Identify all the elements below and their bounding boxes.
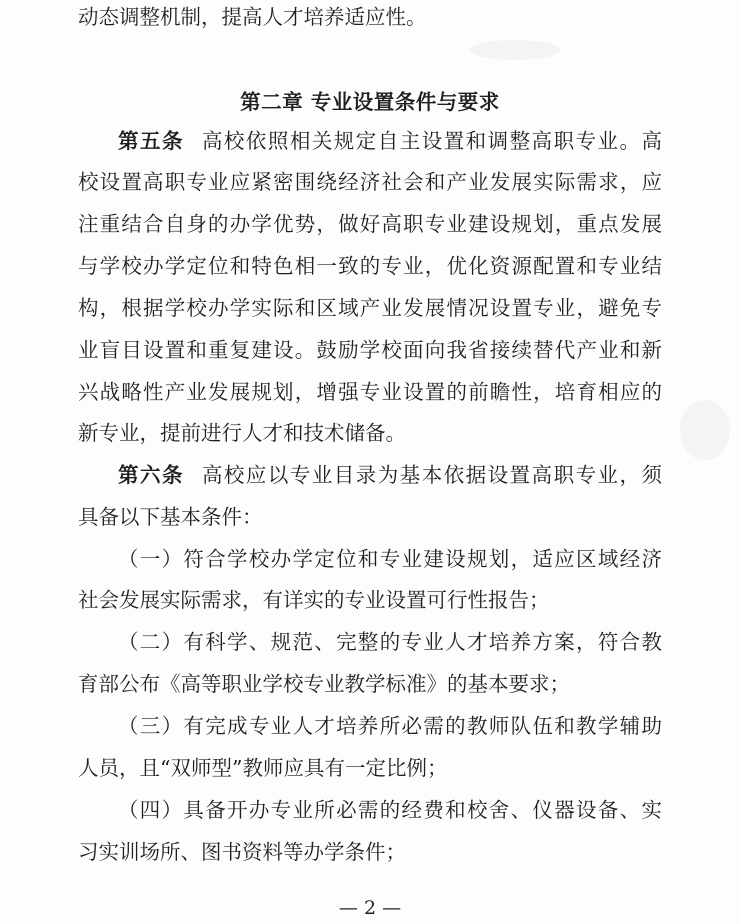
paragraph-line: 与学校办学定位和特色相一致的专业，优化资源配置和专业结 — [78, 254, 662, 278]
list-item-2-line-2: 育部公布《高等职业学校专业教学标准》的基本要求； — [78, 672, 570, 696]
paragraph-line: 构，根据学校办学实际和区域产业发展情况设置专业，避免专 — [78, 296, 662, 320]
paragraph-line: 兴战略性产业发展规划，增强专业设置的前瞻性，培育相应的 — [78, 380, 662, 404]
list-item-4-line-1: （四）具备开办专业所必需的经费和校舍、仪器设备、实 — [118, 798, 662, 822]
scan-smudge — [470, 40, 560, 60]
article-6-label: 第六条 — [118, 463, 184, 487]
page-number: — 2 — — [338, 897, 402, 919]
article-5-first-line — [118, 126, 662, 156]
paragraph-line: 具备以下基本条件： — [78, 505, 263, 529]
article-6-first-line — [118, 460, 662, 490]
paragraph-line: 校设置高职专业应紧密围绕经济社会和产业发展实际需求，应 — [78, 170, 662, 194]
chapter-title: 第二章 专业设置条件与要求 — [240, 90, 500, 114]
article-5-label: 第五条 — [118, 129, 184, 153]
paragraph-text: 高校应以专业目录为基本依据设置高职专业，须 — [201, 463, 663, 487]
paragraph-text: 高校依照相关规定自主设置和调整高职专业。高 — [201, 129, 663, 153]
list-item-4-line-2: 习实训场所、图书资料等办学条件； — [78, 840, 406, 864]
paragraph-line: 新专业，提前进行人才和技术储备。 — [78, 421, 406, 445]
list-item-3-line-2: 人员，且“双师型”教师应具有一定比例； — [78, 756, 448, 780]
list-item-1-line-1: （一）符合学校办学定位和专业建设规划，适应区域经济 — [118, 547, 662, 571]
scan-smudge — [680, 400, 730, 460]
paragraph-line: 动态调整机制，提高人才培养适应性。 — [78, 5, 427, 29]
list-item-2-line-1: （二）有科学、规范、完整的专业人才培养方案，符合教 — [118, 630, 662, 654]
paragraph-line: 注重结合自身的办学优势，做好高职专业建设规划，重点发展 — [78, 212, 662, 236]
list-item-1-line-2: 社会发展实际需求，有详实的专业设置可行性报告； — [78, 588, 550, 612]
list-item-3-line-1: （三）有完成专业人才培养所必需的教师队伍和教学辅助 — [118, 714, 662, 738]
paragraph-line: 业盲目设置和重复建设。鼓励学校面向我省接续替代产业和新 — [78, 338, 662, 362]
